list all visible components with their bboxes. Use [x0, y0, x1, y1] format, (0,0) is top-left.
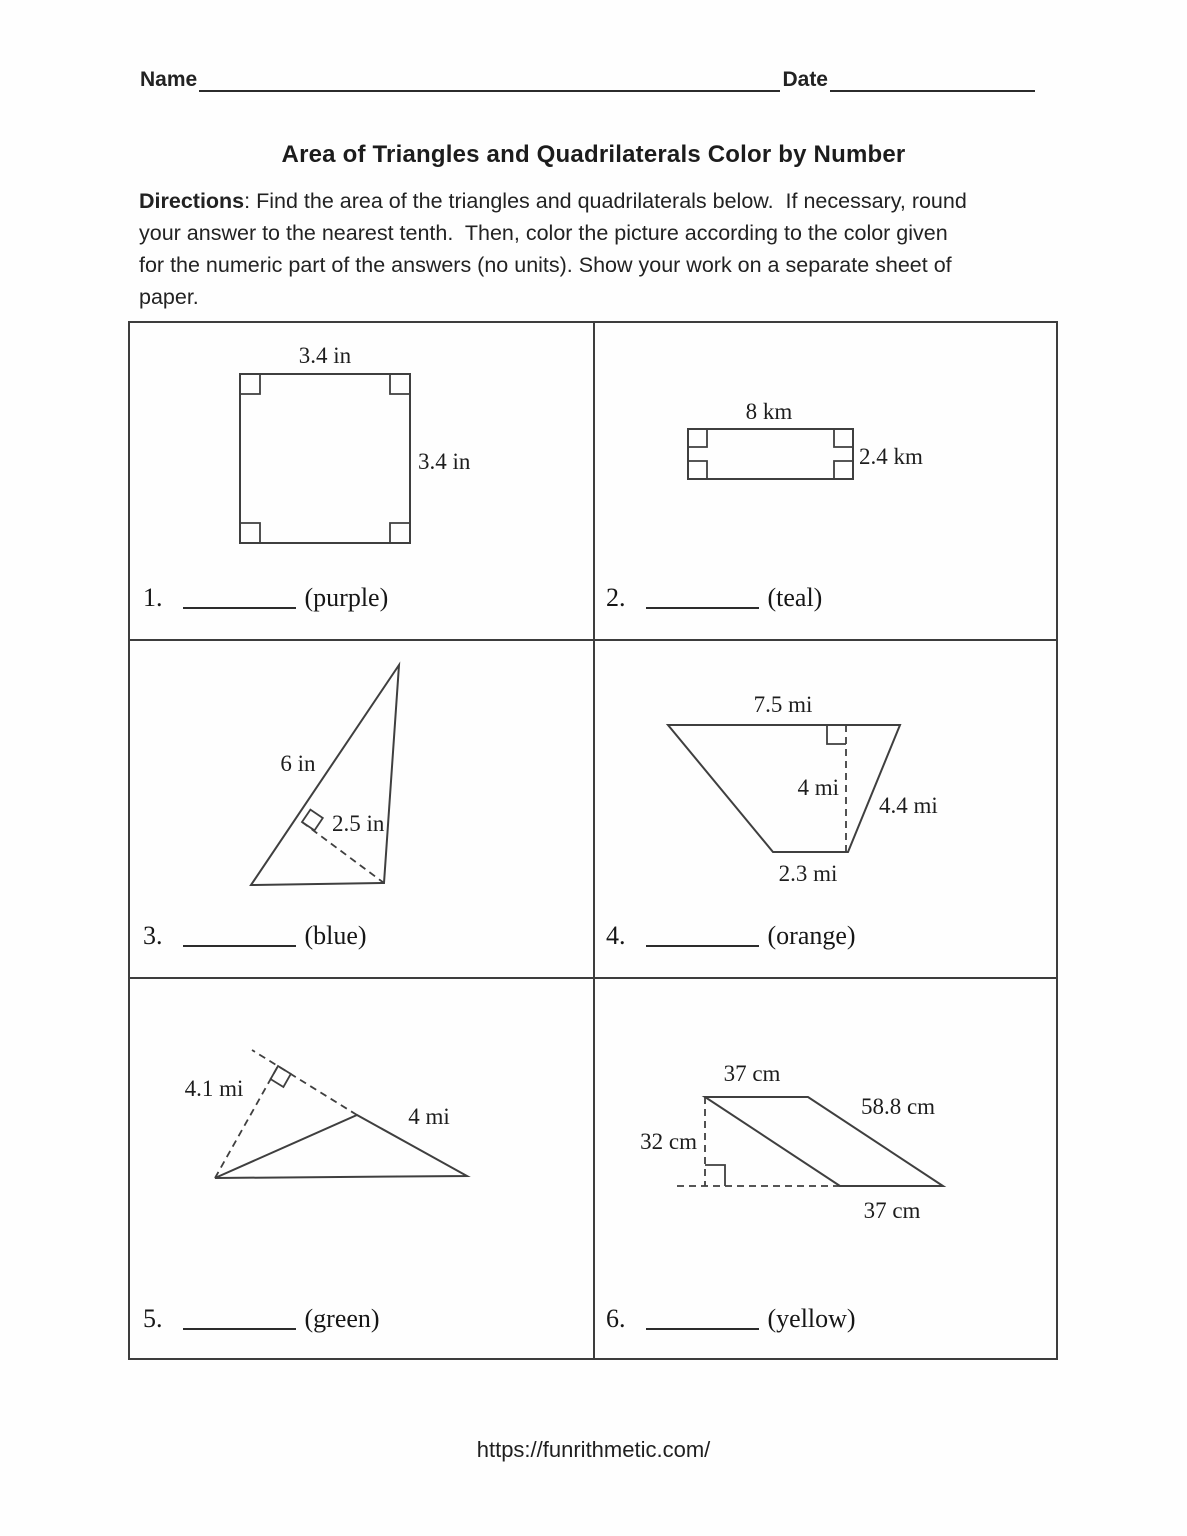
- measurement-label: 37 cm: [863, 1198, 921, 1223]
- problem-cell-5: [128, 977, 595, 1360]
- measurement-label: 2.4 km: [859, 444, 923, 469]
- right-angle-mark-icon: [688, 461, 707, 479]
- problem-cell-3: [128, 639, 595, 979]
- color-label: (purple): [304, 583, 389, 612]
- problem-cell-1: [128, 321, 595, 641]
- color-label: (yellow): [767, 1304, 856, 1333]
- problem-number: 1.: [143, 583, 163, 612]
- problem-number: 2.: [606, 583, 626, 612]
- name-label: Name: [140, 68, 198, 91]
- color-label: (orange): [767, 921, 856, 950]
- answer-blank: [183, 1306, 296, 1330]
- problem-cell-2: [593, 321, 1058, 641]
- answer-blank: [646, 923, 759, 947]
- answer-row-4: [606, 921, 856, 951]
- footer-url-link[interactable]: https://funrithmetic.com/: [476, 1437, 711, 1462]
- page-title: Area of Triangles and Quadrilaterals Color by Number: [281, 141, 906, 168]
- problem-number: 5.: [143, 1304, 163, 1333]
- trapezoid-shape: [668, 725, 900, 852]
- name-blank-line: [199, 66, 780, 92]
- problem-cell-4: [593, 639, 1058, 979]
- answer-row-6: [606, 1304, 856, 1334]
- obtuse-triangle-figure: [130, 977, 593, 1356]
- rectangle-shape: [688, 429, 853, 479]
- measurement-label: 6 in: [280, 751, 316, 776]
- right-angle-mark-icon: [302, 810, 323, 831]
- right-angle-mark-icon: [827, 725, 846, 744]
- directions-line-4: paper.: [139, 285, 199, 309]
- color-label: (teal): [767, 583, 823, 612]
- answer-row-1: [143, 583, 388, 613]
- date-blank-line: [830, 66, 1035, 92]
- measurement-label: 2.5 in: [332, 811, 385, 836]
- right-angle-mark-icon: [834, 429, 853, 447]
- problem-number: 6.: [606, 1304, 626, 1333]
- date-label: Date: [782, 68, 828, 91]
- answer-blank: [646, 585, 759, 609]
- directions-line-3: for the numeric part of the answers (no units). Show your work on a separate sheet of: [139, 253, 952, 277]
- measurement-label: 4 mi: [797, 775, 839, 800]
- problem-grid: [128, 321, 1058, 1360]
- problem-number: 3.: [143, 921, 163, 950]
- directions-label: Directions: [139, 189, 245, 213]
- answer-row-3: [143, 921, 367, 951]
- answer-blank: [646, 1306, 759, 1330]
- parallelogram-figure: [593, 977, 1056, 1356]
- answer-blank: [183, 585, 296, 609]
- right-angle-mark-icon: [390, 374, 410, 394]
- right-angle-mark-icon: [705, 1165, 725, 1186]
- problem-cell-6: [593, 977, 1058, 1360]
- measurement-label: 4.4 mi: [879, 793, 938, 818]
- problem-number: 4.: [606, 921, 626, 950]
- directions-paragraph: [139, 185, 1054, 313]
- answer-row-5: [143, 1304, 380, 1334]
- measurement-label: 3.4 in: [418, 449, 471, 474]
- right-angle-mark-icon: [240, 523, 260, 543]
- directions-line-2: your answer to the nearest tenth. Then, color the picture according to the color given: [139, 221, 948, 245]
- measurement-label: 32 cm: [640, 1129, 697, 1154]
- answer-row-2: [606, 583, 822, 613]
- right-angle-mark-icon: [688, 429, 707, 447]
- answer-blank: [183, 923, 296, 947]
- measurement-label: 2.3 mi: [778, 861, 838, 886]
- name-date-row: [140, 66, 1035, 92]
- right-angle-mark-icon: [271, 1066, 291, 1087]
- color-label: (blue): [304, 921, 367, 950]
- measurement-label: 8 km: [745, 399, 793, 424]
- directions-line-1: : Find the area of the triangles and quadrilaterals below. If necessary, round: [244, 189, 967, 213]
- measurement-label: 58.8 cm: [860, 1094, 936, 1119]
- measurement-label: 4.1 mi: [184, 1076, 244, 1101]
- measurement-label: 4 mi: [408, 1104, 450, 1129]
- measurement-label: 3.4 in: [298, 343, 352, 368]
- triangle-shape: [251, 665, 399, 885]
- right-angle-mark-icon: [834, 461, 853, 479]
- right-angle-mark-icon: [240, 374, 260, 394]
- measurement-label: 37 cm: [723, 1061, 781, 1086]
- color-label: (green): [304, 1304, 380, 1333]
- square-shape: [240, 374, 410, 543]
- measurement-label: 7.5 mi: [753, 692, 813, 717]
- right-angle-mark-icon: [390, 523, 410, 543]
